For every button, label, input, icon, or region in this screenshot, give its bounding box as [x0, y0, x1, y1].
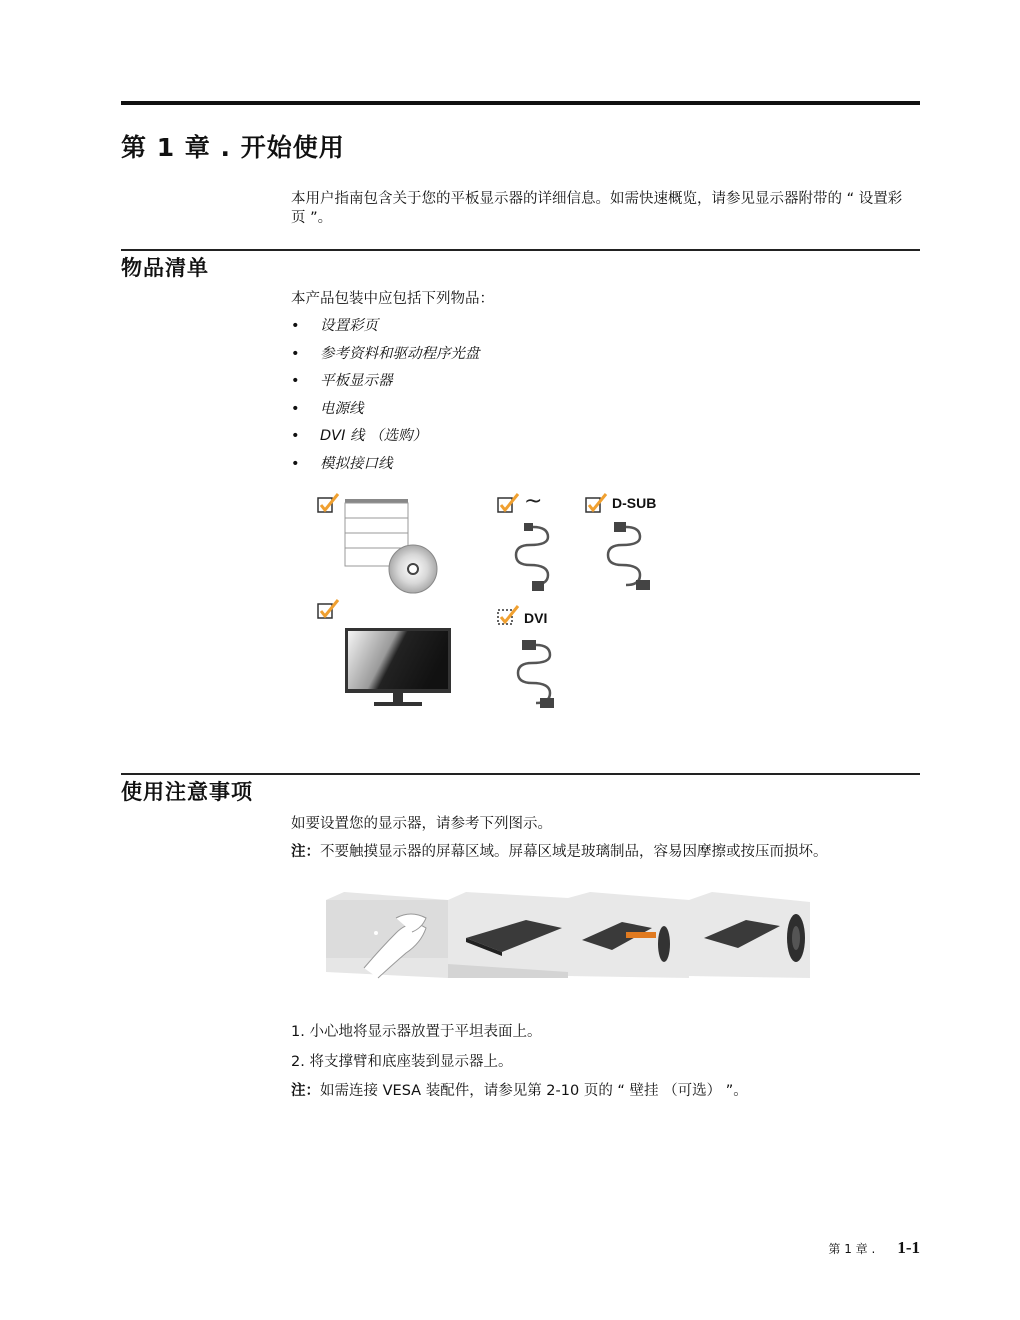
list-item: • 模拟接口线 — [291, 454, 480, 482]
footer-chapter: 第 1 章 . — [828, 1242, 876, 1256]
step-panel-facedown — [448, 892, 568, 978]
checkbox-icon — [498, 494, 518, 512]
page-footer — [828, 1238, 920, 1258]
note-text: 不要触摸显示器的屏幕区域。屏幕区域是玻璃制品，容易因摩擦或按压而损坏。 — [320, 844, 828, 860]
section-rule-usage — [121, 773, 920, 775]
checkbox-icon — [586, 494, 606, 512]
note-label: 注： — [291, 844, 320, 860]
contents-lead: 本产品包装中应包括下列物品： — [291, 291, 494, 307]
monitor-icon — [345, 628, 451, 706]
list-item: • 平板显示器 — [291, 371, 480, 399]
ac-symbol: ~ — [524, 489, 543, 514]
vga-cable-icon — [608, 522, 650, 590]
dvi-cable-icon — [518, 640, 554, 708]
vesa-note — [291, 1082, 916, 1101]
note-label: 注： — [291, 1083, 320, 1099]
note-text: 如需连接 VESA 装配件，请参见第 2-10 页的 “ 壁挂 （可选） ”。 — [320, 1083, 748, 1099]
checkbox-icon — [318, 494, 338, 512]
step-panel-wipe — [326, 892, 448, 978]
step-1: 1. 小心地将显示器放置于平坦表面上。 — [291, 1024, 542, 1040]
list-item: • 电源线 — [291, 399, 480, 427]
checkbox-optional-icon — [498, 606, 518, 624]
usage-lead: 如要设置您的显示器，请参考下列图示。 — [291, 816, 552, 832]
step-panel-attach-base — [689, 892, 810, 978]
usage-note — [291, 843, 916, 862]
dvi-label: DVI — [524, 610, 548, 626]
dsub-label: D-SUB — [612, 495, 657, 511]
power-cord-icon — [516, 523, 548, 591]
list-item: • DVI 线 （选购） — [291, 426, 480, 454]
intro-paragraph: 本用户指南包含关于您的平板显示器的详细信息。如需快速概览，请参见显示器附带的 “ 设置彩页 ”。 — [291, 191, 903, 226]
section-rule-contents — [121, 249, 920, 251]
checkbox-icon — [318, 600, 338, 618]
chapter-title: 第 1 章 . 开始使用 — [121, 133, 345, 162]
step-2: 2. 将支撑臂和底座装到显示器上。 — [291, 1054, 513, 1070]
usage-heading: 使用注意事项 — [121, 780, 253, 804]
contents-heading: 物品清单 — [121, 256, 209, 280]
contents-list — [291, 316, 480, 481]
cd-icon — [389, 545, 437, 593]
top-rule — [121, 101, 920, 105]
list-item: • 参考资料和驱动程序光盘 — [291, 344, 480, 372]
package-contents-figure — [300, 485, 680, 720]
step-panel-attach-arm — [568, 892, 689, 978]
setup-steps-figure — [326, 888, 812, 980]
page-number: 1-1 — [897, 1238, 920, 1257]
list-item: • 设置彩页 — [291, 316, 480, 344]
